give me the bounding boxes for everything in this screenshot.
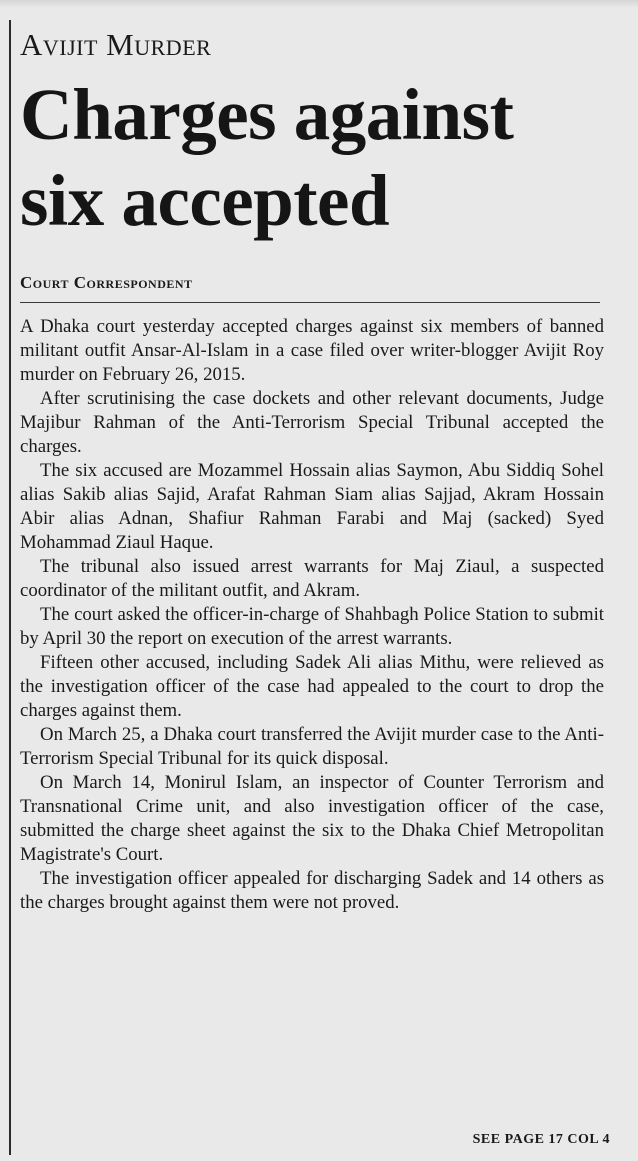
column-rule (9, 20, 11, 1155)
paragraph: On March 14, Monirul Islam, an inspector of Counter Terrorism and Transnational Crime unit, and also investigation officer of the case, submitted the charge sheet against the six to the Dhaka Chief Metropolitan Magistrate's Court. (20, 772, 604, 865)
paragraph: The tribunal also issued arrest warrants for Maj Ziaul, a suspected coordinator of the militant outfit, and Akram. (20, 556, 604, 601)
paragraph: A Dhaka court yesterday accepted charges against six members of banned militant outfit Ansar-Al-Islam in a case filed over writer-blogger Avijit Roy murder on February 26, 2015. (20, 316, 604, 385)
headline-line-1: Charges against (20, 74, 514, 155)
paragraph: The six accused are Mozammel Hossain alias Saymon, Abu Siddiq Sohel alias Sakib alias Sajid, Arafat Rahman Siam alias Sajjad, Akram Hossain Abir alias Adnan, Shafiur Rahman Farabi and Maj (sacked) Syed Mohammad Ziaul Haque. (20, 460, 604, 553)
byline: Court Correspondent (20, 272, 600, 303)
paragraph: On March 25, a Dhaka court transferred the Avijit murder case to the Anti-Terrorism Special Tribunal for its quick disposal. (20, 724, 604, 769)
continuation-jump: SEE PAGE 17 COL 4 (472, 1132, 610, 1147)
paragraph: Fifteen other accused, including Sadek Ali alias Mithu, were relieved as the investigation officer of the case had appealed to the court to drop the charges against them. (20, 652, 604, 721)
page-edge (0, 0, 638, 8)
news-article (20, 22, 610, 915)
paragraph: After scrutinising the case dockets and other relevant documents, Judge Majibur Rahman of the Anti-Terrorism Special Tribunal accepted the charges. (20, 388, 604, 457)
headline (20, 72, 610, 244)
paragraph: The court asked the officer-in-charge of Shahbagh Police Station to submit by April 30 the report on execution of the arrest warrants. (20, 604, 604, 649)
article-body (20, 315, 604, 915)
kicker: Avijit Murder (20, 27, 212, 62)
paragraph: The investigation officer appealed for discharging Sadek and 14 others as the charges brought against them were not proved. (20, 868, 604, 913)
headline-line-2: six accepted (20, 160, 390, 241)
